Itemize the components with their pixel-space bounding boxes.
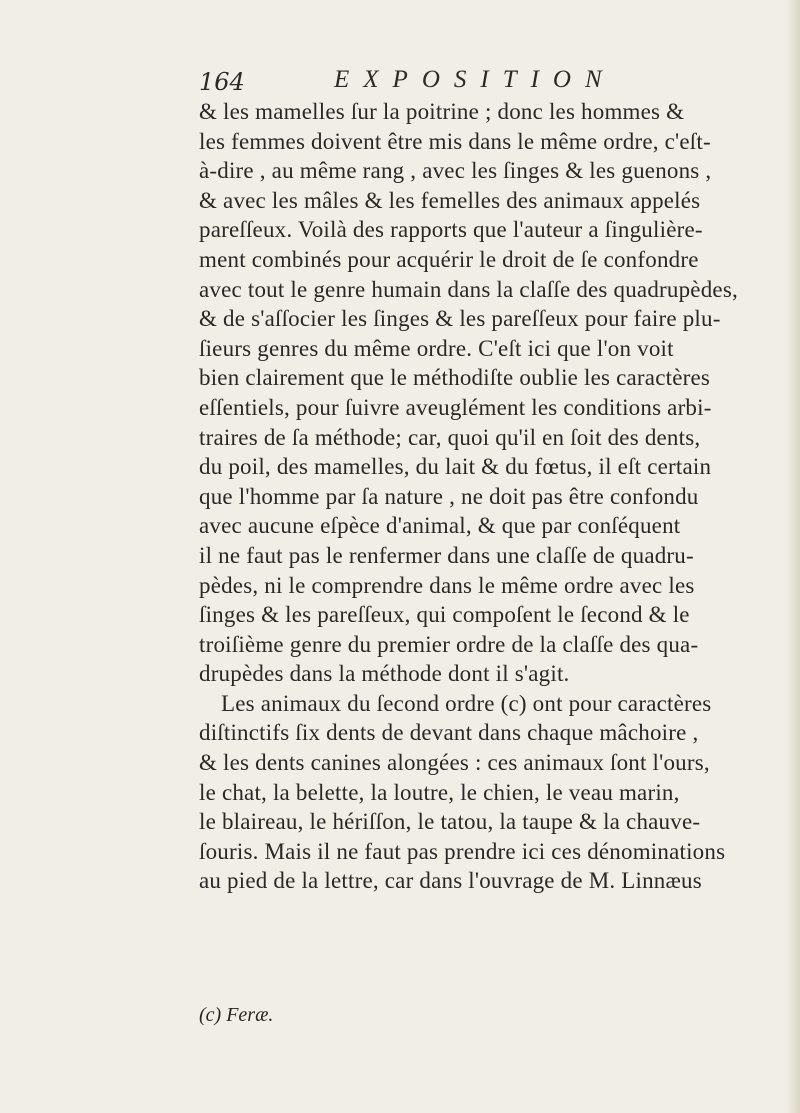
body-text (199, 97, 738, 896)
page-edge (786, 0, 800, 1113)
text-line: le chat, la belette, la loutre, le chien, le veau marin, (199, 779, 680, 805)
text-line: du poil, des mamelles, du lait & du fœtus, il eſt certain (199, 454, 712, 480)
text-line: avec aucune eſpèce d'animal, & que par conſéquent (199, 513, 681, 539)
text-line: que l'homme par ſa nature , ne doit pas être confondu (199, 483, 699, 509)
text-line: & les dents canines alongées : ces animaux ſont l'ours, (199, 750, 710, 776)
text-line: ment combinés pour acquérir le droit de ſe confondre (199, 246, 699, 272)
text-line: il ne faut pas le renfermer dans une claſſe de quadru- (199, 542, 694, 568)
text-line: & avec les mâles & les femelles des animaux appelés (199, 187, 701, 213)
text-line: diſtinctifs ſix dents de devant dans chaque mâchoire , (199, 720, 699, 746)
text-line: pèdes, ni le comprendre dans le même ordre avec les (199, 572, 695, 598)
text-line: les femmes doivent être mis dans le même ordre, c'eſt- (199, 128, 711, 154)
text-line: avec tout le genre humain dans la claſſe des quadrupèdes, (199, 276, 738, 302)
footnote: (c) Feræ. (199, 1004, 274, 1026)
text-line: pareſſeux. Voilà des rapports que l'auteur a ſingulière- (199, 217, 703, 243)
running-title: EXPOSITION (334, 66, 616, 93)
text-line: ſieurs genres du même ordre. C'eſt ici que l'on voit (199, 335, 674, 361)
text-line: au pied de la lettre, car dans l'ouvrage de M. Linnæus (199, 868, 702, 894)
text-line: & de s'aſſocier les ſinges & les pareſſeux pour faire plu- (199, 306, 721, 332)
text-line: ſinges & les pareſſeux, qui compoſent le ſecond & le (199, 602, 690, 628)
text-line: & les mamelles ſur la poitrine ; donc les hommes & (199, 99, 685, 124)
text-line: eſſentiels, pour ſuivre aveuglément les conditions arbi- (199, 394, 712, 420)
text-line: le blaireau, le hériſſon, le tatou, la taupe & la chauve- (199, 809, 701, 835)
text-line: Les animaux du ſecond ordre (c) ont pour caractères (221, 690, 712, 716)
text-line: à-dire , au même rang , avec les ſinges & les guenons , (199, 158, 712, 184)
text-line: drupèdes dans la méthode dont il s'agit. (199, 661, 570, 687)
text-line: ſouris. Mais il ne faut pas prendre ici ces dénominations (199, 838, 726, 864)
text-line: bien clairement que le méthodiſte oublie les caractères (199, 365, 711, 391)
page-number: 164 (199, 68, 245, 96)
text-line: traires de ſa méthode; car, quoi qu'il en ſoit des dents, (199, 424, 701, 450)
text-line: troiſième genre du premier ordre de la claſſe des qua- (199, 631, 699, 657)
